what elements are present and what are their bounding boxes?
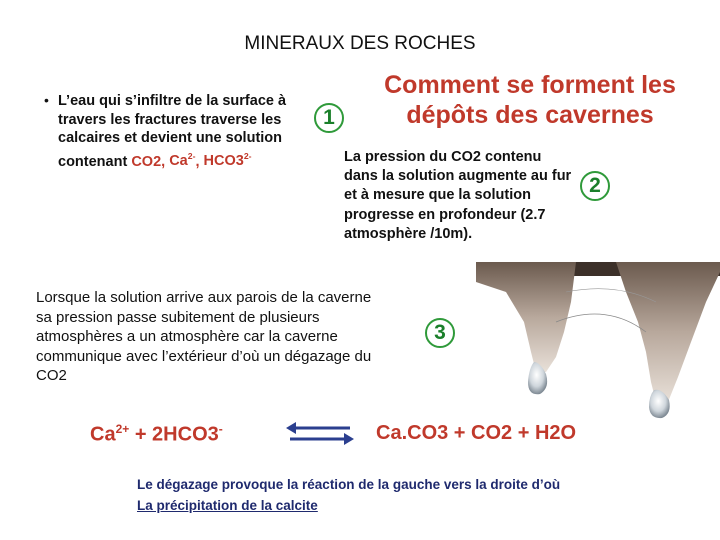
co2-term: CO2, [131, 153, 166, 170]
step-marker-1: 1 [314, 103, 344, 133]
equation-reactants: $Ca^{2+} + 2HCO3^-$ [90, 422, 223, 446]
ion-separator: , [195, 153, 200, 170]
calcium-ion: $Ca^{2-}$ [169, 151, 196, 170]
equilibrium-arrows-icon [286, 420, 354, 446]
conclusion-line: Le dégazage provoque la réaction de la gauche vers la droite d’où [137, 477, 561, 492]
conclusion-underlined: La précipitation de la calcite [137, 498, 318, 513]
equation-products: Ca.CO3 + CO2 + H2O [376, 422, 577, 444]
bullet-marker: • [44, 92, 49, 108]
page-title: MINERAUX DES ROCHES [244, 33, 476, 54]
bullet-text: L’eau qui s’infiltre de la surface à travers les fractures traverse les calcaires et devient une solution contenant [58, 93, 287, 170]
pressure-paragraph: La pression du CO2 contenu dans la solution augmente au fur et à mesure que la solution progresse en profondeur (2.7 atmosphère /10m). [344, 149, 572, 242]
bicarbonate-ion: $HCO3^{2-}$ [203, 151, 252, 170]
conclusion [137, 474, 697, 516]
section-heading: Comment se forment les dépôts des cavernes [384, 71, 676, 129]
bullet-paragraph [58, 92, 318, 171]
step-marker-3: 3 [425, 318, 455, 348]
step-marker-2: 2 [580, 171, 610, 201]
stalactite-photo [406, 262, 720, 422]
degassing-paragraph: Lorsque la solution arrive aux parois de la caverne sa pression passe subitement de plusieurs atmosphères a un atmosphère car la caverne communique avec l’extérieur d’où un dégazage du CO2 [36, 289, 372, 384]
